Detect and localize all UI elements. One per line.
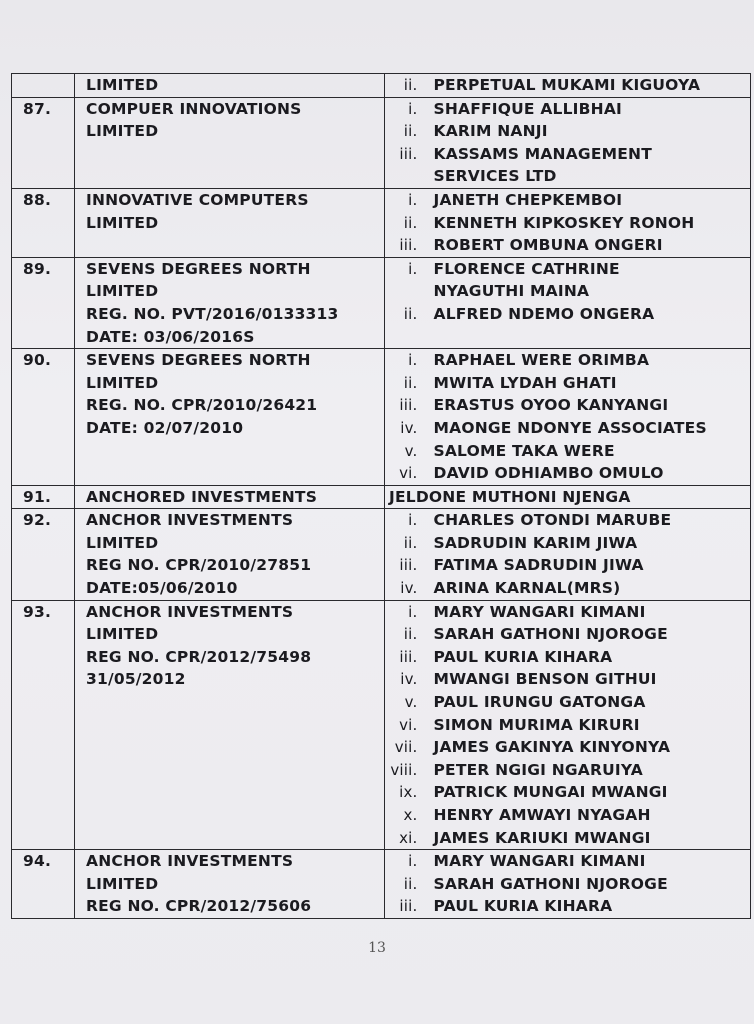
director-number-cell <box>385 74 426 98</box>
director-number: ii. <box>403 874 418 893</box>
entry-number: 92. <box>23 511 52 530</box>
director-name: PAUL KURIA KIHARA <box>433 897 613 916</box>
director-cell <box>426 257 751 348</box>
director-number: ii. <box>403 76 418 94</box>
director-name: ERASTUS OYOO KANYANGI <box>433 396 669 415</box>
director-name: MWANGI BENSON GITHUI <box>433 670 657 689</box>
company-line: DATE: 02/07/2010 <box>86 418 244 437</box>
director-number: ii. <box>403 122 418 141</box>
director-number-cell <box>385 600 426 850</box>
director-name: SERVICES LTD <box>433 167 557 186</box>
director-number: v. <box>404 693 418 712</box>
company-cell <box>75 600 385 850</box>
entry-number-cell <box>12 188 75 257</box>
director-number <box>385 280 426 303</box>
director-name: KENNETH KIPKOSKEY RONOH <box>433 213 695 232</box>
company-line: REG. NO. PVT/2016/0133313 <box>86 304 339 323</box>
director-number: ii. <box>403 373 418 392</box>
director-name: SIMON MURIMA KIRURI <box>433 715 640 734</box>
table-row <box>12 349 751 486</box>
director-number: vii. <box>394 738 418 757</box>
entry-number-cell <box>12 97 75 188</box>
table-row <box>12 509 751 600</box>
director-name: JAMES KARIUKI MWANGI <box>433 828 651 847</box>
company-cell <box>75 509 385 600</box>
director-number: i. <box>408 259 418 278</box>
director-cell <box>426 600 751 850</box>
company-line: LIMITED <box>86 122 159 141</box>
directors-table <box>11 73 751 919</box>
director-name: ROBERT OMBUNA ONGERI <box>433 236 663 255</box>
company-line: SEVENS DEGREES NORTH <box>86 351 311 370</box>
page-number: 13 <box>368 940 386 956</box>
entry-number-cell <box>12 485 75 509</box>
table-row <box>12 600 751 850</box>
director-number: iii. <box>399 144 418 163</box>
director-name: CHARLES OTONDI MARUBE <box>433 511 672 530</box>
director-name: KARIM NANJI <box>433 122 548 141</box>
director-cell <box>426 509 751 600</box>
company-cell <box>75 97 385 188</box>
entry-number: 89. <box>23 259 52 278</box>
director-number: i. <box>408 511 418 530</box>
entry-number-cell <box>12 509 75 600</box>
entry-number-cell <box>12 257 75 348</box>
director-cell <box>426 850 751 919</box>
director-number-cell <box>385 257 426 348</box>
director-name: FATIMA SADRUDIN JIWA <box>433 556 644 575</box>
director-number: ii. <box>403 304 418 323</box>
entry-number-cell <box>12 850 75 919</box>
director-name: MARY WANGARI KIMANI <box>433 602 646 621</box>
company-line: ANCHORED INVESTMENTS <box>86 487 318 506</box>
director-number-cell <box>385 188 426 257</box>
director-number: vi. <box>399 715 418 734</box>
director-number: viii. <box>390 760 418 779</box>
director-number: i. <box>408 852 418 871</box>
director-number: i. <box>408 190 418 209</box>
company-line: REG NO. CPR/2012/75606 <box>86 897 312 916</box>
director-name: PATRICK MUNGAI MWANGI <box>433 783 668 802</box>
director-name: JELDONE MUTHONI NJENGA <box>389 487 631 506</box>
director-number-cell <box>385 349 426 486</box>
table-row <box>12 97 751 188</box>
company-line: 31/05/2012 <box>86 670 186 689</box>
director-name: JANETH CHEPKEMBOI <box>433 190 623 209</box>
director-name: SARAH GATHONI NJOROGE <box>433 625 668 644</box>
director-cell <box>426 188 751 257</box>
director-name: PAUL KURIA KIHARA <box>433 647 613 666</box>
director-name: PETER NGIGI NGARUIYA <box>433 760 644 779</box>
table-row <box>12 850 751 919</box>
director-name: ARINA KARNAL(MRS) <box>433 579 621 598</box>
director-number-cell <box>385 97 426 188</box>
entry-number: 94. <box>23 852 52 871</box>
table-row <box>12 485 751 509</box>
director-name: DAVID ODHIAMBO OMULO <box>433 464 664 483</box>
company-cell <box>75 485 385 509</box>
director-number: ii. <box>403 213 418 232</box>
director-number: iv. <box>400 418 418 437</box>
director-number: iv. <box>400 670 418 689</box>
company-line: LIMITED <box>86 76 159 94</box>
director-number: iii. <box>399 396 418 415</box>
director-cell <box>385 485 751 509</box>
entry-number: 91. <box>23 487 52 506</box>
director-name: JAMES GAKINYA KINYONYA <box>433 738 671 757</box>
director-name: PERPETUAL MUKAMI KIGUOYA <box>433 76 701 94</box>
company-line: REG NO. CPR/2010/27851 <box>86 556 312 575</box>
table-row <box>12 188 751 257</box>
director-number-cell <box>385 850 426 919</box>
company-line: SEVENS DEGREES NORTH <box>86 259 311 278</box>
director-name: KASSAMS MANAGEMENT <box>433 144 652 163</box>
director-number <box>385 165 426 188</box>
company-line: ANCHOR INVESTMENTS <box>86 511 294 530</box>
director-name: MWITA LYDAH GHATI <box>433 373 617 392</box>
director-number: xi. <box>399 828 418 847</box>
director-number: iii. <box>399 556 418 575</box>
company-line: REG. NO. CPR/2010/26421 <box>86 396 318 415</box>
director-name: SALOME TAKA WERE <box>433 441 615 460</box>
director-number: i. <box>408 602 418 621</box>
director-name: NYAGUTHI MAINA <box>433 282 590 301</box>
director-cell <box>426 97 751 188</box>
director-number-cell <box>385 509 426 600</box>
company-cell <box>75 188 385 257</box>
director-name: FLORENCE CATHRINE <box>433 259 620 278</box>
director-name: SADRUDIN KARIM JIWA <box>433 533 638 552</box>
entry-number: 90. <box>23 351 52 370</box>
entry-number-cell <box>12 600 75 850</box>
director-number: ix. <box>399 783 418 802</box>
director-name: HENRY AMWAYI NYAGAH <box>433 806 651 824</box>
company-line: LIMITED <box>86 874 159 893</box>
company-cell <box>75 349 385 486</box>
director-cell <box>426 74 751 98</box>
company-line: REG NO. CPR/2012/75498 <box>86 647 312 666</box>
entry-number: 93. <box>23 602 52 621</box>
director-name: MARY WANGARI KIMANI <box>433 852 646 871</box>
company-line: LIMITED <box>86 373 159 392</box>
director-number: i. <box>408 99 418 118</box>
company-cell <box>75 850 385 919</box>
director-name: SARAH GATHONI NJOROGE <box>433 874 668 893</box>
company-line: LIMITED <box>86 533 159 552</box>
director-number: i. <box>408 351 418 370</box>
table-row <box>12 257 751 348</box>
company-line: DATE:05/06/2010 <box>86 579 238 598</box>
entry-number-cell <box>12 74 75 98</box>
entry-number: 88. <box>23 190 52 209</box>
director-name: MAONGE NDONYE ASSOCIATES <box>433 418 707 437</box>
director-number: vi. <box>399 464 418 483</box>
company-line: LIMITED <box>86 625 159 644</box>
company-line: COMPUER INNOVATIONS <box>86 99 302 118</box>
company-cell <box>75 257 385 348</box>
director-number: iv. <box>400 579 418 598</box>
director-number: ii. <box>403 625 418 644</box>
director-number: v. <box>404 441 418 460</box>
company-line: DATE: 03/06/2016S <box>86 327 255 346</box>
company-line: ANCHOR INVESTMENTS <box>86 602 294 621</box>
director-number: x. <box>403 806 418 824</box>
entry-number <box>12 74 74 97</box>
director-number: iii. <box>399 897 418 916</box>
directors-table-body <box>12 74 751 919</box>
director-name: SHAFFIQUE ALLIBHAI <box>433 99 622 118</box>
company-line: LIMITED <box>86 282 159 301</box>
director-name: RAPHAEL WERE ORIMBA <box>433 351 650 370</box>
company-line: INNOVATIVE COMPUTERS <box>86 190 309 209</box>
entry-number-cell <box>12 349 75 486</box>
table-row <box>12 74 751 98</box>
director-number: ii. <box>403 533 418 552</box>
director-name: ALFRED NDEMO ONGERA <box>433 304 655 323</box>
company-line: LIMITED <box>86 213 159 232</box>
director-name: PAUL IRUNGU GATONGA <box>433 693 646 712</box>
director-number: iii. <box>399 236 418 255</box>
company-cell <box>75 74 385 98</box>
director-number: iii. <box>399 647 418 666</box>
director-cell <box>426 349 751 486</box>
entry-number: 87. <box>23 99 52 118</box>
company-line: ANCHOR INVESTMENTS <box>86 852 294 871</box>
